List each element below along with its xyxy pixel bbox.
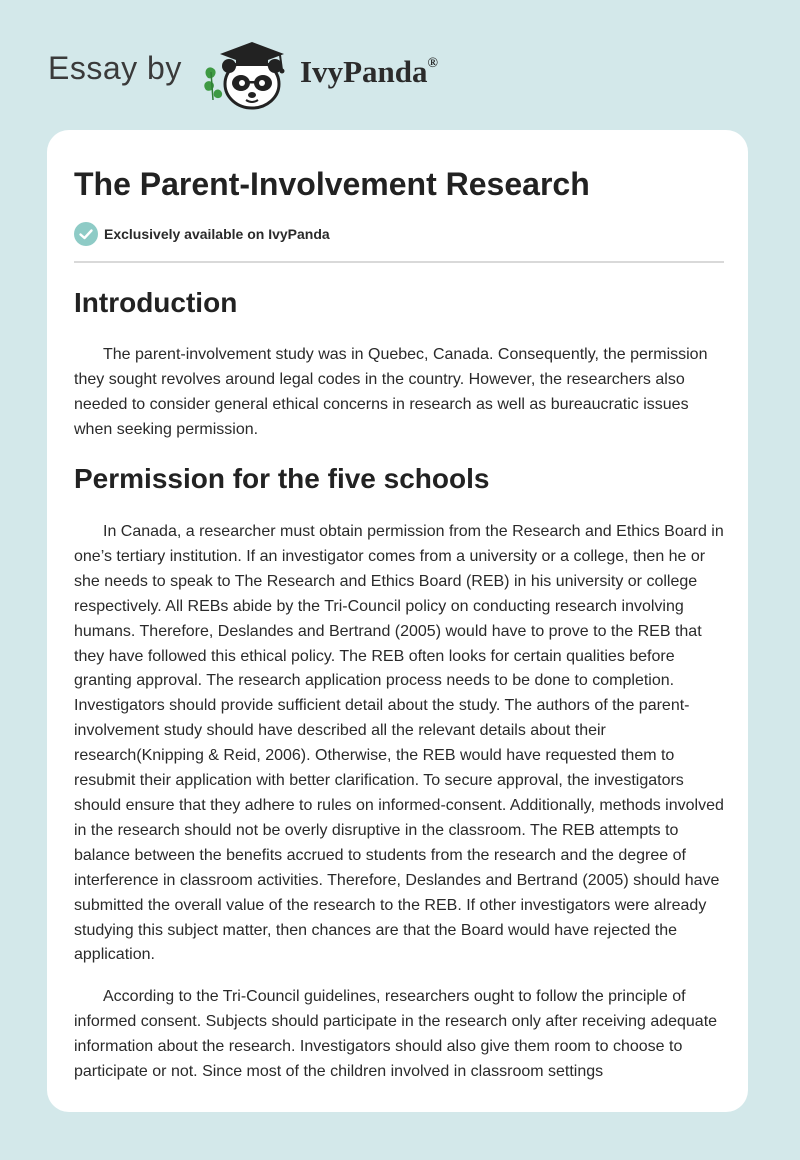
exclusive-badge (74, 222, 330, 246)
paragraph: According to the Tri-Council guidelines, researchers ought to follow the principle of informed consent. Subjects should participate in the research only after receiving adequate information about the research. Investigators should also give them room to choose to participate or not. Since most of the children involved in classroom settings (74, 988, 718, 1080)
essay-by-label: Essay by (48, 50, 182, 86)
section-heading-introduction: Introduction (74, 287, 238, 318)
ivypanda-logo-icon[interactable] (202, 36, 292, 110)
check-circle-icon (74, 222, 98, 246)
title-divider (74, 261, 724, 263)
brand-name-text: IvyPanda (300, 54, 428, 89)
essay-card (47, 130, 748, 1112)
exclusive-badge-text: Exclusively available on IvyPanda (104, 226, 330, 242)
brand-name[interactable] (300, 54, 438, 90)
paragraph: The parent-involvement study was in Quebec, Canada. Consequently, the permission they sought revolves around legal codes in the country. However, the researchers also needed to consider general ethical concerns in research as well as bureaucratic issues when seeking permission. (74, 346, 708, 438)
registered-mark: ® (427, 55, 438, 71)
site-header (48, 34, 548, 114)
page-title: The Parent-Involvement Research (74, 166, 590, 202)
section-heading-permission: Permission for the five schools (74, 463, 490, 494)
paragraph: In Canada, a researcher must obtain permission from the Research and Ethics Board in one’s tertiary institution. If an investigator comes from a university or a college, then he or she needs to speak to The Research and Ethics Board (REB) in his university or college respectively. All REBs abide by the Tri-Council policy on conducting research involving humans. Therefore, Deslandes and Bertrand (2005) would have to prove to the REB that they have followed this ethical policy. The REB often looks for certain qualities before granting approval. The research application process needs to be done to completion. Investigators should provide sufficient detail about the study. The authors of the parent-involvement study should have described all the relevant details about their research(Knipping & Reid, 2006). Otherwise, the REB would have requested them to resubmit their application with better clarification. To secure approval, the investigators should ensure that they adhere to rules on informed-consent. Additionally, methods involved in the research should not be overly disruptive in the classroom. The REB attempts to balance between the benefits accrued to students from the research and the degree of interference in classroom activities. Therefore, Deslandes and Bertrand (2005) should have submitted the overall value of the research to the REB. If other investigators were already studying this subject matter, then chances are that the Board would have rejected the application. (74, 523, 724, 964)
